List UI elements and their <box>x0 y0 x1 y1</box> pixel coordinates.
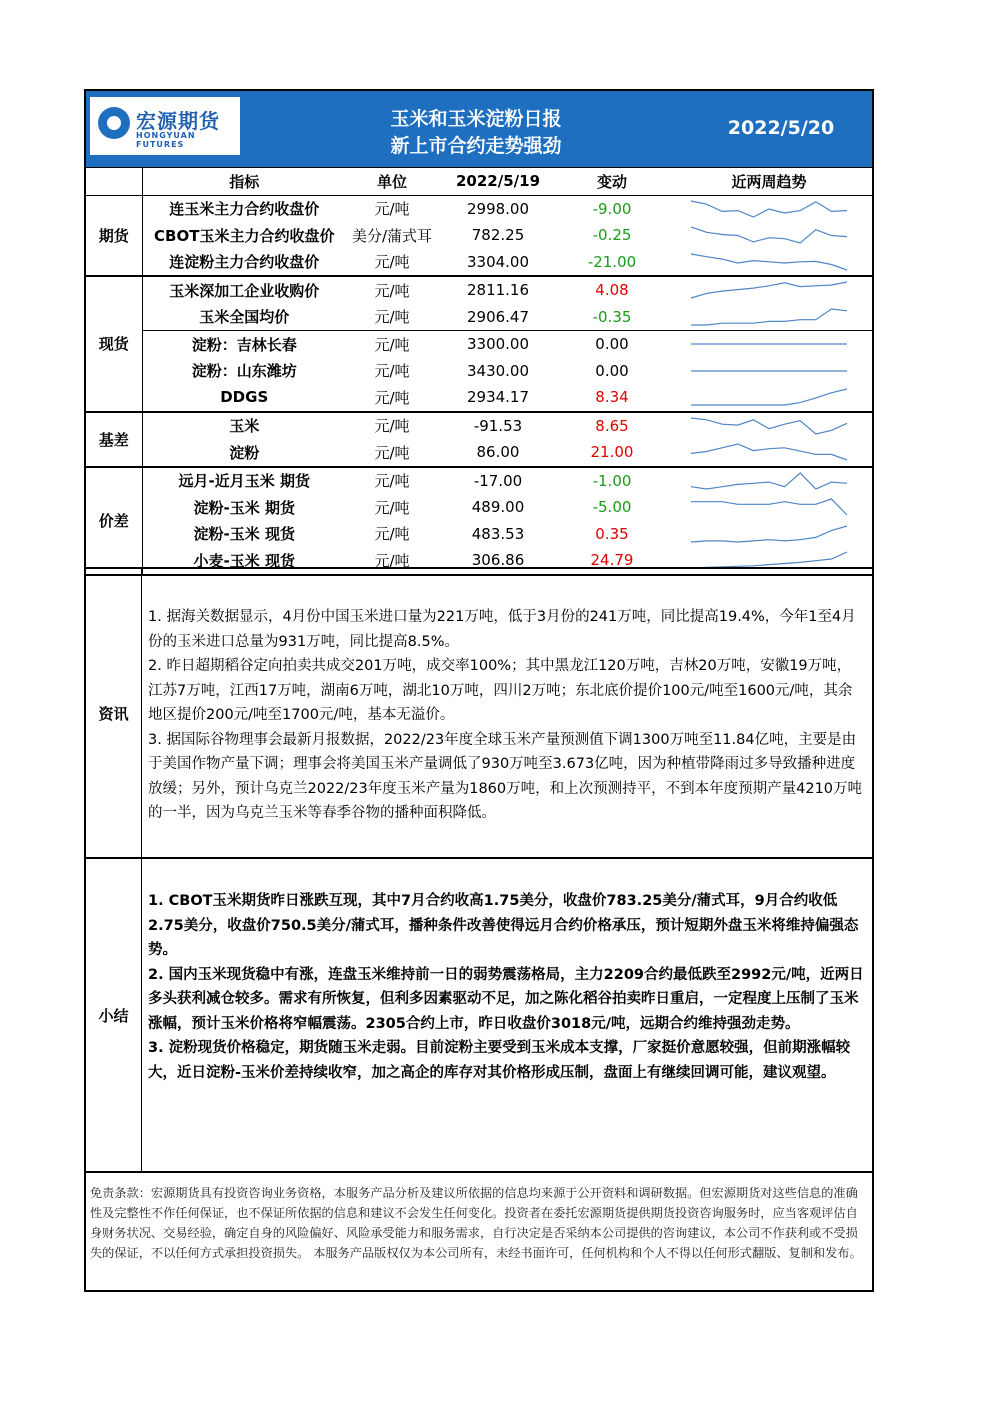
unit-cell: 元/吨 <box>374 498 410 517</box>
change-cell: -9.00 <box>592 199 632 218</box>
logo-cn-text: 宏源期货 <box>136 109 220 133</box>
market-data-table <box>86 167 872 576</box>
trend-sparkline <box>689 279 849 301</box>
unit-cell: 元/吨 <box>374 417 410 436</box>
summary-paragraph-2: 2. 国内玉米现货稳中有涨，连盘玉米维持前一日的弱势震荡格局，主力2209合约最低跌至2992元/吨，近两日多头获利减仓较多。需求有所恢复，但利多因素驱动不足，加之陈化稻谷拍卖昨日重启，一定程度上压制了玉米涨幅，预计玉米价格将窄幅震荡。2305合约上市，昨日收盘价3018元/吨，远期合约维持强劲走势。 <box>148 966 864 1032</box>
trend-sparkline <box>689 386 849 408</box>
disclaimer: 免责条款：宏源期货具有投资咨询业务资格，本服务产品分析及建议所依据的信息均来源于公开资料和调研数据。但宏源期货对这些信息的准确性及完整性不作任何保证，也不保证所依据的信息和建议不会发生任何变化。投资者在委托宏源期货提供期货投资咨询服务时，应当客观评估自身财务状况、交易经验，确定自身的风险偏好、风险承受能力和服务需求，自行决定是否采纳本公司提供的咨询建议，本公司不作获利或不受损失的保证，不以任何方式承担投资损失。 本服务产品版权仅为本公司所有，未经书面许可，任何机构和个人不得以任何形式翻版、复制和发布。 <box>86 1171 872 1290</box>
unit-cell: 美分/蒲式耳 <box>351 226 433 245</box>
change-cell: 24.79 <box>558 547 666 575</box>
indicator-cell: 玉米全国均价 <box>142 304 346 331</box>
unit-cell: 元/吨 <box>374 362 410 381</box>
column-header-change: 变动 <box>558 168 666 196</box>
trend-line <box>691 201 847 217</box>
trend-sparkline <box>689 198 849 220</box>
news-paragraph-1: 1. 据海关数据显示，4月份中国玉米进口量为221万吨，低于3月份的241万吨，同比提高19.4%，今年1至4月份的玉米进口总量为931万吨，同比提高8.5%。 <box>148 609 856 650</box>
value-cell: 86.00 <box>438 439 558 467</box>
table-row <box>86 521 872 548</box>
table-header-row <box>86 168 872 196</box>
summary-label: 小结 <box>86 859 142 1171</box>
table-row <box>86 358 872 385</box>
report-subtitle: 新上市合约走势强劲 <box>390 135 562 157</box>
logo-mark-icon <box>98 107 130 139</box>
value-cell: -17.00 <box>473 471 523 490</box>
table-row <box>86 276 872 304</box>
indicator-cell: 连玉米主力合约收盘价 <box>169 200 320 219</box>
trend-line <box>691 389 847 405</box>
change-cell: -0.35 <box>558 304 666 331</box>
value-cell: 3300.00 <box>466 335 530 354</box>
summary-text <box>148 889 864 1085</box>
sparkline-cell <box>666 412 872 440</box>
indicator-cell: 淀粉：吉林长春 <box>191 335 297 354</box>
indicator-cell: 淀粉：山东潍坊 <box>191 362 297 381</box>
change-cell: -21.00 <box>558 249 666 277</box>
column-header-unit: 单位 <box>346 168 438 196</box>
sparkline-cell <box>666 276 872 304</box>
trend-line <box>691 552 847 568</box>
trend-line <box>691 227 847 243</box>
unit-cell: 元/吨 <box>346 384 438 412</box>
unit-cell: 元/吨 <box>374 472 410 491</box>
column-header-date: 2022/5/19 <box>438 168 558 196</box>
unit-cell: 元/吨 <box>374 335 410 354</box>
column-header-indicator: 指标 <box>142 168 346 196</box>
unit-cell: 元/吨 <box>374 525 410 544</box>
value-cell: 483.53 <box>471 524 525 543</box>
company-logo <box>90 97 240 155</box>
news-label: 资讯 <box>86 569 142 857</box>
category-cell: 期货 <box>86 195 142 276</box>
table-row <box>86 384 872 412</box>
news-section <box>86 567 872 857</box>
indicator-cell: 小麦-玉米 现货 <box>142 547 346 575</box>
unit-cell: 元/吨 <box>346 304 438 331</box>
trend-sparkline <box>689 360 849 382</box>
trend-line <box>691 499 847 515</box>
sparkline-cell <box>666 494 872 521</box>
unit-cell: 元/吨 <box>374 281 410 300</box>
unit-cell: 元/吨 <box>346 439 438 467</box>
sparkline-cell <box>666 467 872 495</box>
header-category-cell <box>86 168 142 196</box>
trend-line <box>691 254 847 270</box>
sparkline-cell <box>666 358 872 385</box>
value-cell: 2906.47 <box>438 304 558 331</box>
indicator-cell: 玉米 <box>229 417 260 436</box>
trend-line <box>691 282 847 298</box>
category-cell: 价差 <box>86 467 142 575</box>
value-cell: 489.00 <box>471 498 525 517</box>
table-row <box>86 304 872 331</box>
trend-sparkline <box>689 224 849 246</box>
sparkline-cell <box>666 195 872 222</box>
table-row <box>86 467 872 495</box>
value-cell: 2998.00 <box>466 199 530 218</box>
unit-cell: 元/吨 <box>346 249 438 277</box>
indicator-cell: DDGS <box>142 384 346 412</box>
summary-section <box>86 857 872 1171</box>
report-title: 玉米和玉米淀粉日报 <box>390 108 562 130</box>
change-cell: 21.00 <box>558 439 666 467</box>
trend-sparkline <box>689 470 849 492</box>
change-cell: 0.00 <box>595 335 629 354</box>
value-cell: 2934.17 <box>438 384 558 412</box>
value-cell: 3430.00 <box>466 361 530 380</box>
category-cell: 基差 <box>86 412 142 467</box>
unit-cell: 元/吨 <box>346 547 438 575</box>
change-cell: -1.00 <box>592 471 632 490</box>
table-row <box>86 439 872 467</box>
trend-sparkline <box>689 523 849 545</box>
report-date: 2022/5/20 <box>727 117 835 139</box>
table-row <box>86 249 872 277</box>
news-text <box>148 605 864 826</box>
column-header-trend: 近两周趋势 <box>666 168 872 196</box>
summary-paragraph-1: 1. CBOT玉米期货昨日涨跌互现，其中7月合约收高1.75美分，收盘价783.25美分/蒲式耳，9月合约收低2.75美分，收盘价750.5美分/蒲式耳，播种条件改善使得远月合约价格承压，预计短期外盘玉米将维持偏强态势。 <box>148 893 859 958</box>
indicator-cell: 连淀粉主力合约收盘价 <box>142 249 346 277</box>
table-row <box>86 412 872 440</box>
indicator-cell: 远月-近月玉米 期货 <box>178 472 310 491</box>
indicator-cell: CBOT玉米主力合约收盘价 <box>154 226 335 245</box>
trend-line <box>691 473 847 489</box>
table-row <box>86 222 872 249</box>
change-cell: 8.65 <box>595 416 629 435</box>
trend-line <box>691 526 847 542</box>
trend-sparkline <box>689 441 849 463</box>
change-cell: 0.35 <box>595 524 629 543</box>
sparkline-cell <box>666 331 872 358</box>
sparkline-cell <box>666 249 872 277</box>
report-sheet <box>84 89 874 1292</box>
change-cell: 4.08 <box>595 281 629 300</box>
trend-sparkline <box>689 415 849 437</box>
logo-en-text: HONGYUAN FUTURES <box>136 131 196 149</box>
indicator-cell: 玉米深加工企业收购价 <box>169 281 320 300</box>
news-paragraph-2: 2. 昨日超期稻谷定向拍卖共成交201万吨，成交率100%；其中黑龙江120万吨，吉林20万吨，安徽19万吨，江苏7万吨，江西17万吨，湖南6万吨，湖北10万吨，四川2万吨；东北底价提价100元/吨至1600元/吨，其余地区提价200元/吨至1700元/吨，基本无溢价。 <box>148 658 853 723</box>
value-cell: 782.25 <box>471 226 525 245</box>
report-header <box>86 91 872 167</box>
change-cell: 8.34 <box>558 384 666 412</box>
sparkline-cell <box>666 222 872 249</box>
trend-sparkline <box>689 333 849 355</box>
value-cell: 306.86 <box>438 547 558 575</box>
table-row <box>86 195 872 222</box>
sparkline-cell <box>666 439 872 467</box>
unit-cell: 元/吨 <box>374 200 410 219</box>
sparkline-cell <box>666 521 872 548</box>
change-cell: -0.25 <box>592 226 632 245</box>
trend-line <box>691 309 847 325</box>
trend-line <box>691 418 847 434</box>
table-row <box>86 494 872 521</box>
indicator-cell: 淀粉-玉米 现货 <box>193 525 295 544</box>
summary-paragraph-3: 3. 淀粉现货价格稳定，期货随玉米走弱。目前淀粉主要受到玉米成本支撑，厂家挺价意愿较强，但前期涨幅较大，近日淀粉-玉米价差持续收窄，加之高企的库存对其价格形成压制，盘面上有继续回调可能，建议观望。 <box>148 1040 851 1081</box>
sparkline-cell <box>666 384 872 412</box>
trend-sparkline <box>689 496 849 518</box>
indicator-cell: 淀粉-玉米 期货 <box>193 498 295 517</box>
value-cell: 2811.16 <box>466 281 530 300</box>
change-cell: -5.00 <box>592 498 632 517</box>
sparkline-cell <box>666 304 872 331</box>
trend-sparkline <box>689 251 849 273</box>
trend-sparkline <box>689 306 849 328</box>
value-cell: -91.53 <box>473 416 523 435</box>
news-paragraph-3: 3. 据国际谷物理事会最新月报数据，2022/23年度全球玉米产量预测值下调1300万吨至11.84亿吨，主要是由于美国作物产量下调；理事会将美国玉米产量调低了930万吨至3.673亿吨，因为种植带降雨过多导致播种进度放缓；另外，预计乌克兰2022/23年度玉米产量为1860万吨，和上次预测持平，不到本年度预期产量4210万吨的一半，因为乌克兰玉米等春季谷物的播种面积降低。 <box>148 731 863 821</box>
trend-line <box>691 444 847 460</box>
value-cell: 3304.00 <box>438 249 558 277</box>
indicator-cell: 淀粉 <box>142 439 346 467</box>
category-cell: 现货 <box>86 276 142 412</box>
table-row <box>86 331 872 358</box>
change-cell: 0.00 <box>595 361 629 380</box>
